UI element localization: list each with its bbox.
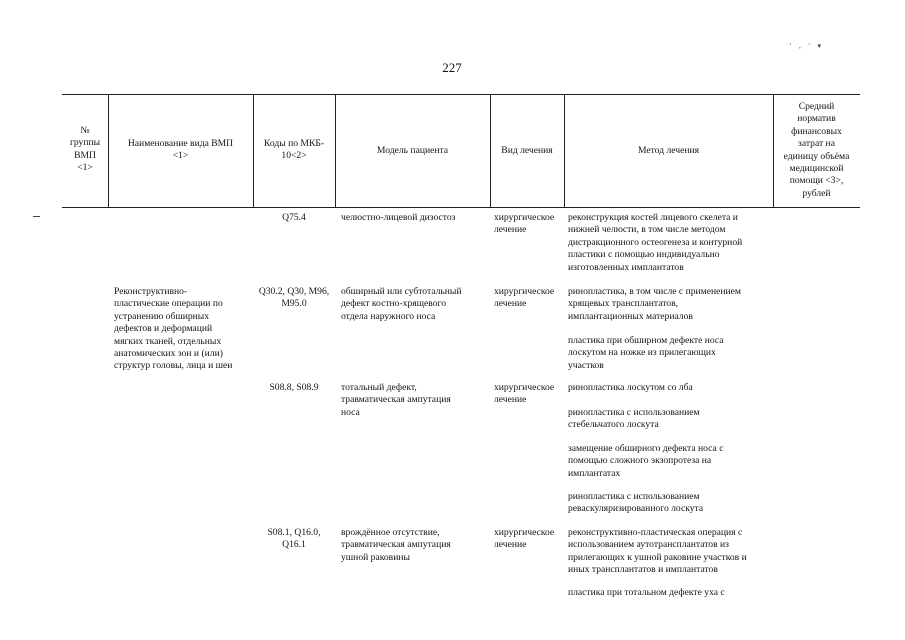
table-row-3-method-3: замещение обширного дефекта носа с помощью сложного экзопротеза на имплантатах <box>568 443 724 479</box>
table-row-1-codes: Q75.4 <box>282 212 306 223</box>
table-row-4-method-1: реконструктивно-пластическая операция с использованием аутотрансплантатов из прилегающих к ушной раковине участков и иных трансплантатов и имплантатов <box>568 527 747 576</box>
table-row-2-method-1: ринопластика, в том числе с применением хрящевых трансплантатов, имплантационных материалов <box>568 286 741 322</box>
table-row-2-model: обширный или субтотальный дефект костно-хрящевого отдела наружного носа <box>341 286 462 322</box>
header-icd-codes: Коды по МКБ- 10<2> <box>263 138 325 162</box>
table-row-4-model: врождённое отсутствие, травматическая ампутация ушной раковины <box>341 527 451 563</box>
header-financial-norm: Средний норматив финансовых затрат на единицу объёма медицинской помощи <3>, рублей <box>783 101 850 199</box>
header-patient-model: Модель пациента <box>376 145 449 156</box>
table-row-1-method-1: реконструкция костей лицевого скелета и нижней челюсти, в том числе методом дистракционного остеогенеза и контурной пластики с помощью индивидуально изготовленных имплантатов <box>568 212 743 273</box>
header-treatment-type: Вид лечения <box>501 145 553 156</box>
vmp-group-name: Реконструктивно- пластические операции по устранению обширных дефектов и деформаций мягких тканей, отдельных анатомических зон и (или) структур головы, лица и шеи <box>114 286 233 372</box>
table-row-3-method-2: ринопластика с использованием стебельчатого лоскута <box>568 407 700 431</box>
scan-marks: ' , ' ▾ <box>790 42 825 50</box>
table-row-4-codes: S08.1, Q16.0, Q16.1 <box>267 527 321 551</box>
header-group-number: № группы ВМП <1> <box>69 125 101 174</box>
table-row-3-model: тотальный дефект, травматическая ампутация носа <box>341 382 451 418</box>
table-row-2-method-2: пластика при обширном дефекте носа лоскутом на ножке из прилегающих участков <box>568 335 724 371</box>
table-row-3-type: хирургическое лечение <box>494 382 555 406</box>
table-row-4-method-2: пластика при тотальном дефекте уха с <box>568 587 725 598</box>
table-row-4-type: хирургическое лечение <box>494 527 555 551</box>
table-row-1-model: челюстно-лицевой дизостоз <box>341 212 456 223</box>
table-row-2-type: хирургическое лечение <box>494 286 555 310</box>
table-row-3-method-1: ринопластика лоскутом со лба <box>568 382 693 393</box>
table-top-border <box>62 94 860 95</box>
header-treatment-method: Метод лечения <box>637 145 700 156</box>
table-row-1-type: хирургическое лечение <box>494 212 555 236</box>
page-number: 227 <box>442 60 462 75</box>
table-row-3-codes: S08.8, S08.9 <box>269 382 319 393</box>
scan-artifact <box>33 216 40 217</box>
table-row-3-method-4: ринопластика с использованием реваскуляризированного лоскута <box>568 491 704 515</box>
table-row-2-codes: Q30.2, Q30, M96, M95.0 <box>258 286 330 310</box>
header-vmp-name: Наименование вида ВМП <1> <box>127 138 234 162</box>
header-bottom-border <box>62 207 860 208</box>
